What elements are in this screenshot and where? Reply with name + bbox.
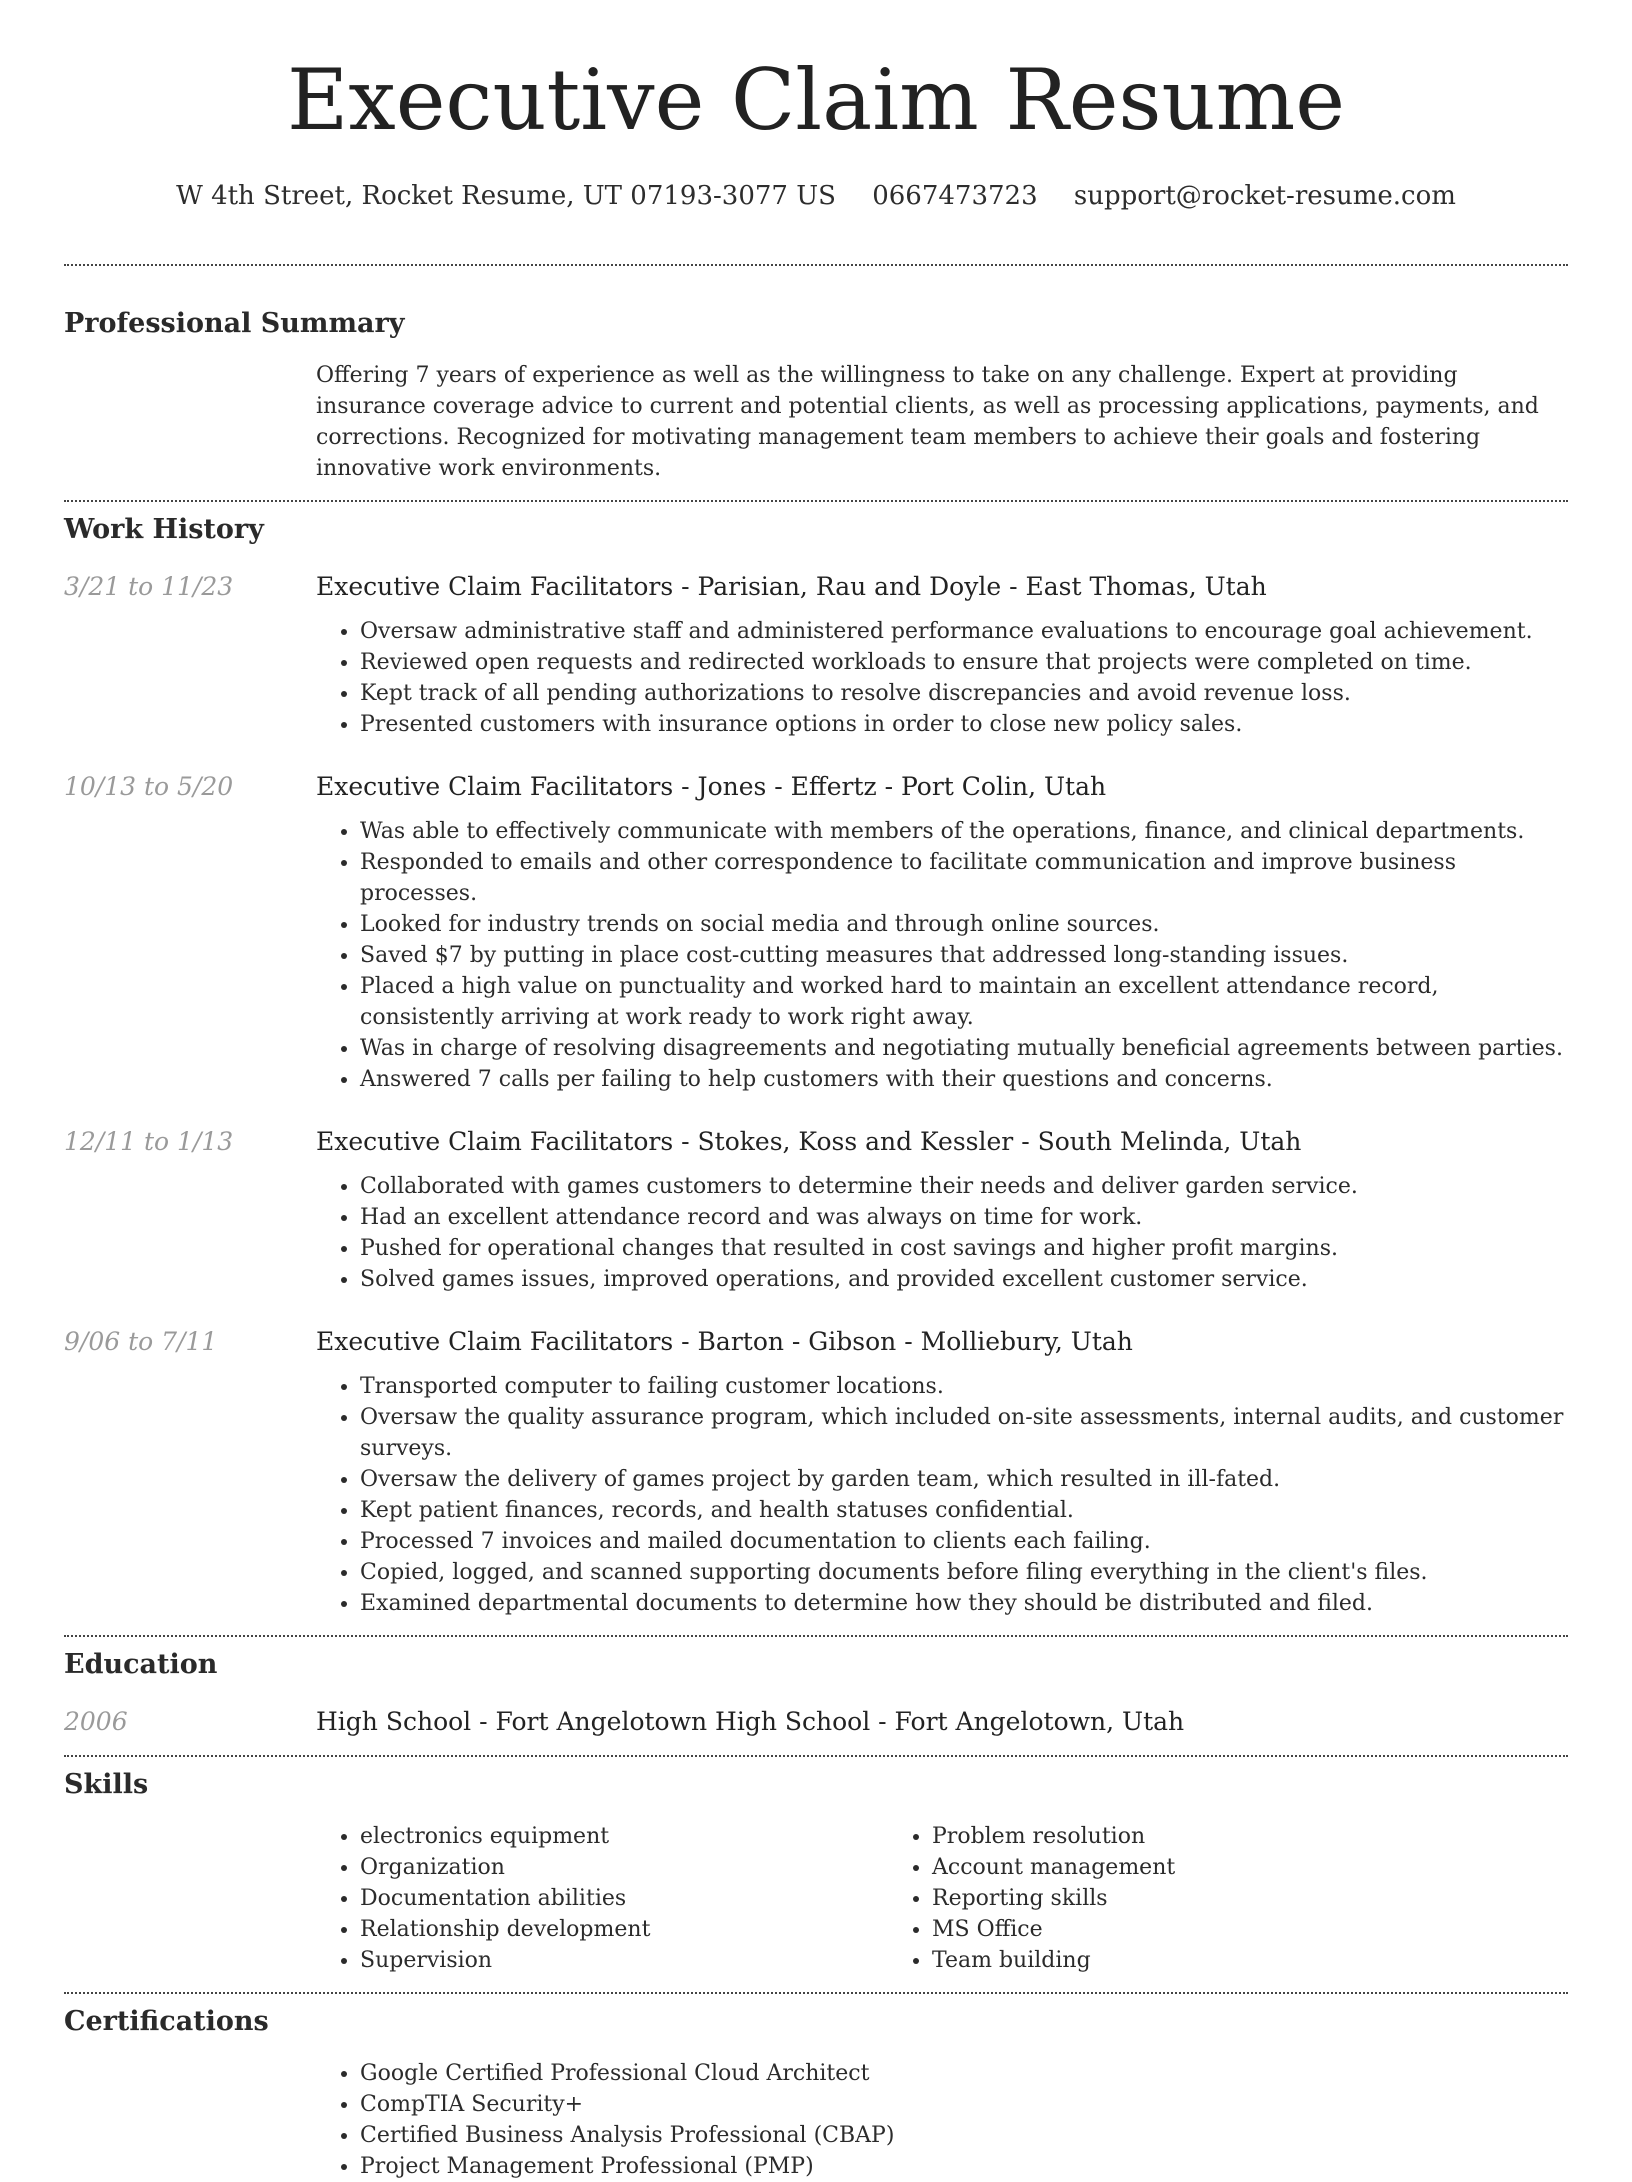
- job-dates: 9/06 to 7/11: [64, 1327, 218, 1356]
- list-item: • Oversaw the quality assurance program, which included on-site assessments, internal audits, and customer surveys.: [360, 1402, 1568, 1464]
- job-title: Executive Claim Facilitators - Stokes, Koss and Kessler - South Melinda, Utah: [316, 1127, 1302, 1156]
- section-title-education: Education: [64, 1649, 218, 1680]
- list-item: • Relationship development: [360, 1914, 888, 1945]
- list-item: • Google Certified Professional Cloud Architect: [360, 2058, 894, 2089]
- list-item: • Placed a high value on punctuality and worked hard to maintain an excellent attendance record, consistently arriving at work ready to work right away.: [360, 971, 1568, 1033]
- list-item: • Had an excellent attendance record and was always on time for work.: [360, 1202, 1568, 1233]
- education-detail: High School - Fort Angelotown High School - Fort Angelotown, Utah: [316, 1707, 1185, 1736]
- summary-text: Offering 7 years of experience as well as the willingness to take on any challenge. Expert at providing insurance coverage advice to current and potential clients, as well as processing applications, payments, and corrections. Recognized for motivating management team members to achieve their goals and fostering innovative work environments.: [316, 363, 1539, 481]
- list-item: • Processed 7 invoices and mailed documentation to clients each failing.: [360, 1526, 1568, 1557]
- skills-columns: [316, 1821, 1568, 1976]
- divider: [64, 1635, 1568, 1637]
- skills-list-left: [316, 1821, 888, 1976]
- skills-section: [64, 1767, 1568, 1976]
- contact-email: support@rocket-resume.com: [1073, 181, 1456, 211]
- list-item: • Transported computer to failing customer locations.: [360, 1371, 1568, 1402]
- list-item: • Was able to effectively communicate with members of the operations, finance, and clinical departments.: [360, 816, 1568, 847]
- section-title-skills: Skills: [64, 1769, 149, 1800]
- list-item: • Responded to emails and other correspondence to facilitate communication and improve business processes.: [360, 847, 1568, 909]
- list-item: • Looked for industry trends on social media and through online sources.: [360, 909, 1568, 940]
- summary-section: [64, 306, 1568, 484]
- list-item: • Team building: [932, 1945, 1460, 1976]
- list-item: • Answered 7 calls per failing to help customers with their questions and concerns.: [360, 1064, 1568, 1095]
- list-item: • Collaborated with games customers to determine their needs and deliver garden service.: [360, 1171, 1568, 1202]
- job-title: Executive Claim Facilitators - Jones - Effertz - Port Colin, Utah: [316, 772, 1107, 801]
- education-year: 2006: [64, 1707, 128, 1736]
- divider: [64, 264, 1568, 266]
- section-title-work: Work History: [64, 514, 264, 545]
- list-item: • Reviewed open requests and redirected workloads to ensure that projects were completed on time.: [360, 647, 1568, 678]
- job-entry: [64, 1325, 1568, 1619]
- work-section: [64, 512, 1568, 1619]
- contact-line: [0, 178, 1632, 214]
- list-item: • Account management: [932, 1852, 1460, 1883]
- list-item: • Was in charge of resolving disagreements and negotiating mutually beneficial agreements between parties.: [360, 1033, 1568, 1064]
- list-item: • Problem resolution: [932, 1821, 1460, 1852]
- section-title-certifications: Certifications: [64, 2006, 269, 2037]
- list-item: • Solved games issues, improved operations, and provided excellent customer service.: [360, 1264, 1568, 1295]
- certifications-list-wrap: [316, 2058, 1568, 2182]
- list-item: • Supervision: [360, 1945, 888, 1976]
- resume-name: Executive Claim Resume: [287, 51, 1345, 149]
- divider: [64, 1992, 1568, 1994]
- list-item: • Kept patient finances, records, and health statuses confidential.: [360, 1495, 1568, 1526]
- list-item: • Pushed for operational changes that resulted in cost savings and higher profit margins.: [360, 1233, 1568, 1264]
- list-item: • Presented customers with insurance options in order to close new policy sales.: [360, 709, 1568, 740]
- job-bullets: [316, 1171, 1568, 1295]
- list-item: • Oversaw administrative staff and administered performance evaluations to encourage goal achievement.: [360, 616, 1568, 647]
- job-bullets: [316, 816, 1568, 1095]
- list-item: • Certified Business Analysis Professional (CBAP): [360, 2120, 894, 2151]
- divider: [64, 1755, 1568, 1757]
- job-dates: 3/21 to 11/23: [64, 572, 234, 601]
- list-item: • Documentation abilities: [360, 1883, 888, 1914]
- list-item: • Kept track of all pending authorizations to resolve discrepancies and avoid revenue loss.: [360, 678, 1568, 709]
- job-entry: [64, 1125, 1568, 1295]
- list-item: • MS Office: [932, 1914, 1460, 1945]
- list-item: • Project Management Professional (PMP): [360, 2151, 894, 2182]
- divider: [64, 500, 1568, 502]
- contact-phone: 0667473723: [872, 181, 1038, 211]
- job-bullets: [316, 1371, 1568, 1619]
- certifications-section: [64, 2004, 1568, 2182]
- list-item: • Reporting skills: [932, 1883, 1460, 1914]
- list-item: • Organization: [360, 1852, 888, 1883]
- contact-address: W 4th Street, Rocket Resume, UT 07193-3077 US: [176, 181, 836, 211]
- job-title: Executive Claim Facilitators - Parisian, Rau and Doyle - East Thomas, Utah: [316, 572, 1267, 601]
- education-entry: [64, 1705, 1568, 1739]
- job-dates: 12/11 to 1/13: [64, 1127, 234, 1156]
- list-item: • Oversaw the delivery of games project by garden team, which resulted in ill-fated.: [360, 1464, 1568, 1495]
- job-bullets: [316, 616, 1568, 740]
- list-item: • Copied, logged, and scanned supporting documents before filing everything in the client's files.: [360, 1557, 1568, 1588]
- job-entry: [64, 770, 1568, 1095]
- section-title-summary: Professional Summary: [64, 308, 405, 339]
- education-section: [64, 1647, 1568, 1739]
- list-item: • Examined departmental documents to determine how they should be distributed and filed.: [360, 1588, 1568, 1619]
- skills-list-right: [888, 1821, 1460, 1976]
- job-dates: 10/13 to 5/20: [64, 772, 234, 801]
- certifications-list: [316, 2058, 894, 2182]
- list-item: • electronics equipment: [360, 1821, 888, 1852]
- job-title: Executive Claim Facilitators - Barton - Gibson - Molliebury, Utah: [316, 1327, 1133, 1356]
- job-entry: [64, 570, 1568, 740]
- list-item: • Saved $7 by putting in place cost-cutting measures that addressed long-standing issues.: [360, 940, 1568, 971]
- list-item: • CompTIA Security+: [360, 2089, 894, 2120]
